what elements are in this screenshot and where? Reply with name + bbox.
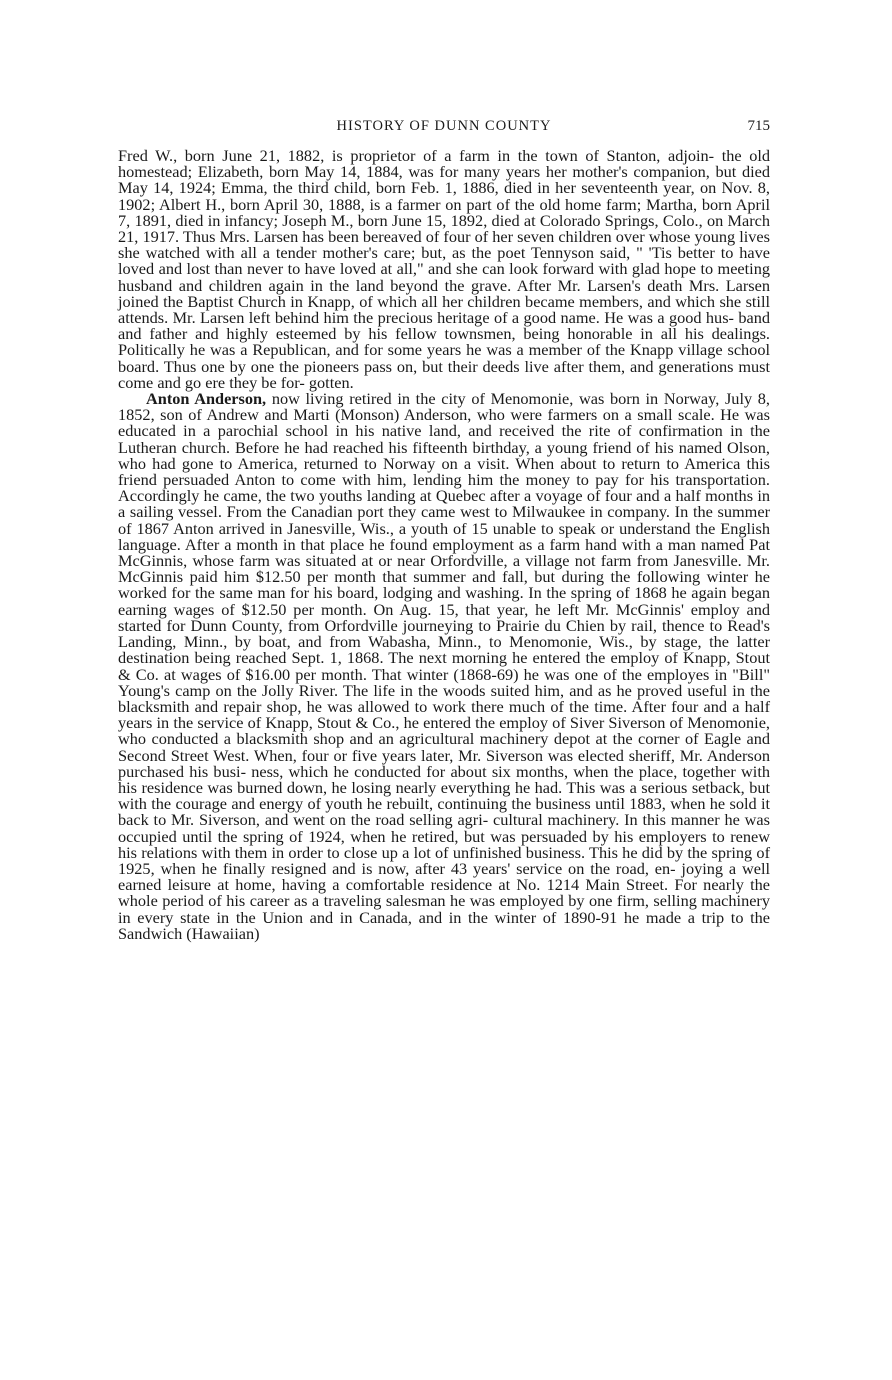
paragraph-text: Fred W., born June 21, 1882, is proprietor of a farm in the town of Stanton, adjoin- the old homestead; Elizabeth, born May 14, 1884, was for many years her mother's companion, but died May 14, 1924; Emma, the third child, born Feb. 1, 1886, died in her seventeenth year, on Nov. 8, 1902; Albert H., born April 30, 1888, is a farmer on part of the old home farm; Martha, born April 7, 1891, died in infancy; Joseph M., born June 15, 1892, died at Colorado Springs, Colo., on March 21, 1917. Thus Mrs. Larsen has been bereaved of four of her seven children over whose young lives she watched with all a tender mother's care; but, as the poet Tennyson said, " 'Tis better to have loved and lost than never to have loved at all," and she can look forward with glad hope to meeting husband and children again in the land beyond the grave. After Mr. Larsen's death Mrs. Larsen joined the Baptist Church in Knapp, of which all her children became members, and which she still attends. Mr. Larsen left behind him the precious heritage of a good name. He was a good hus- band and father and highly esteemed by his fellow townsmen, being honorable in all his dealings. Politically he was a Republican, and for some years he was a member of the Knapp village school board. Thus one by one the pioneers pass on, but their deeds live after them, and generations must come and go ere they be for- gotten. (118, 146, 770, 392)
paragraph-larsen-family (118, 148, 770, 391)
running-head (118, 112, 770, 140)
body-text (118, 148, 770, 942)
biography-name: Anton Anderson, (146, 389, 267, 409)
paragraph-anton-anderson (118, 391, 770, 942)
running-title: HISTORY OF DUNN COUNTY (336, 118, 552, 134)
book-page (118, 112, 770, 942)
paragraph-text: now living retired in the city of Menomonie, was born in Norway, July 8, 1852, son of Andrew and Marti (Monson) Anderson, who were farmers on a small scale. He was educated in a parochial school in his native land, and received the rite of confirmation in the Lutheran church. Before he had reached his fifteenth birthday, a young friend of his named Olson, who had gone to America, returned to Norway on a visit. When about to return to America this friend persuaded Anton to come with him, lending him the money to pay for his transportation. Accordingly he came, the two youths landing at Quebec after a voyage of four and a half months in a sailing vessel. From the Canadian port they came west to Milwaukee in company. In the summer of 1867 Anton arrived in Janesville, Wis., a youth of 15 unable to speak or understand the English language. After a month in that place he found employment as a farm hand with a man named Pat McGinnis, whose farm was situated at or near Orfordville, a village not farm from Janesville. Mr. McGinnis paid him $12.50 per month that summer and fall, but during the following winter he worked for the same man for his board, lodging and washing. In the spring of 1868 he again began earning wages of $12.50 per month. On Aug. 15, that year, he left Mr. McGinnis' employ and started for Dunn County, from Orfordville journeying to Prairie du Chien by rail, thence to Read's Landing, Minn., by boat, and from Wabasha, Minn., to Menomonie, Wis., by stage, the latter destination being reached Sept. 1, 1868. The next morning he entered the employ of Knapp, Stout & Co. at wages of $16.00 per month. That winter (1868-69) he was one of the employes in "Bill" Young's camp on the Jolly River. The life in the woods suited him, and as he proved useful in the blacksmith and repair shop, he was allowed to work there much of the time. After four and a half years in the service of Knapp, Stout & Co., he entered the employ of Siver Siverson of Menomonie, who conducted a blacksmith shop and an agricultural machinery depot at the corner of Eagle and Second Street West. When, four or five years later, Mr. Siverson was elected sheriff, Mr. Anderson purchased his busi- ness, which he conducted for about six months, when the place, together with his residence was burned down, he losing nearly everything he had. This was a serious setback, but with the courage and energy of youth he rebuilt, continuing the business until 1883, when he sold it back to Mr. Siverson, and went on the road selling agri- cultural machinery. In this manner he was occupied until the spring of 1924, when he retired, but was persuaded by his employers to renew his relations with them in order to close up a lot of unfinished business. This he did by the spring of 1925, when he finally resigned and is now, after 43 years' service on the road, en- joying a well earned leisure at home, having a comfortable residence at No. 1214 Main Street. For nearly the whole period of his career as a traveling salesman he was employed by one firm, selling machinery in every state in the Union and in Canada, and in the winter of 1890-91 he made a trip to the Sandwich (Hawaiian) (118, 389, 771, 943)
page-number: 715 (747, 118, 770, 134)
